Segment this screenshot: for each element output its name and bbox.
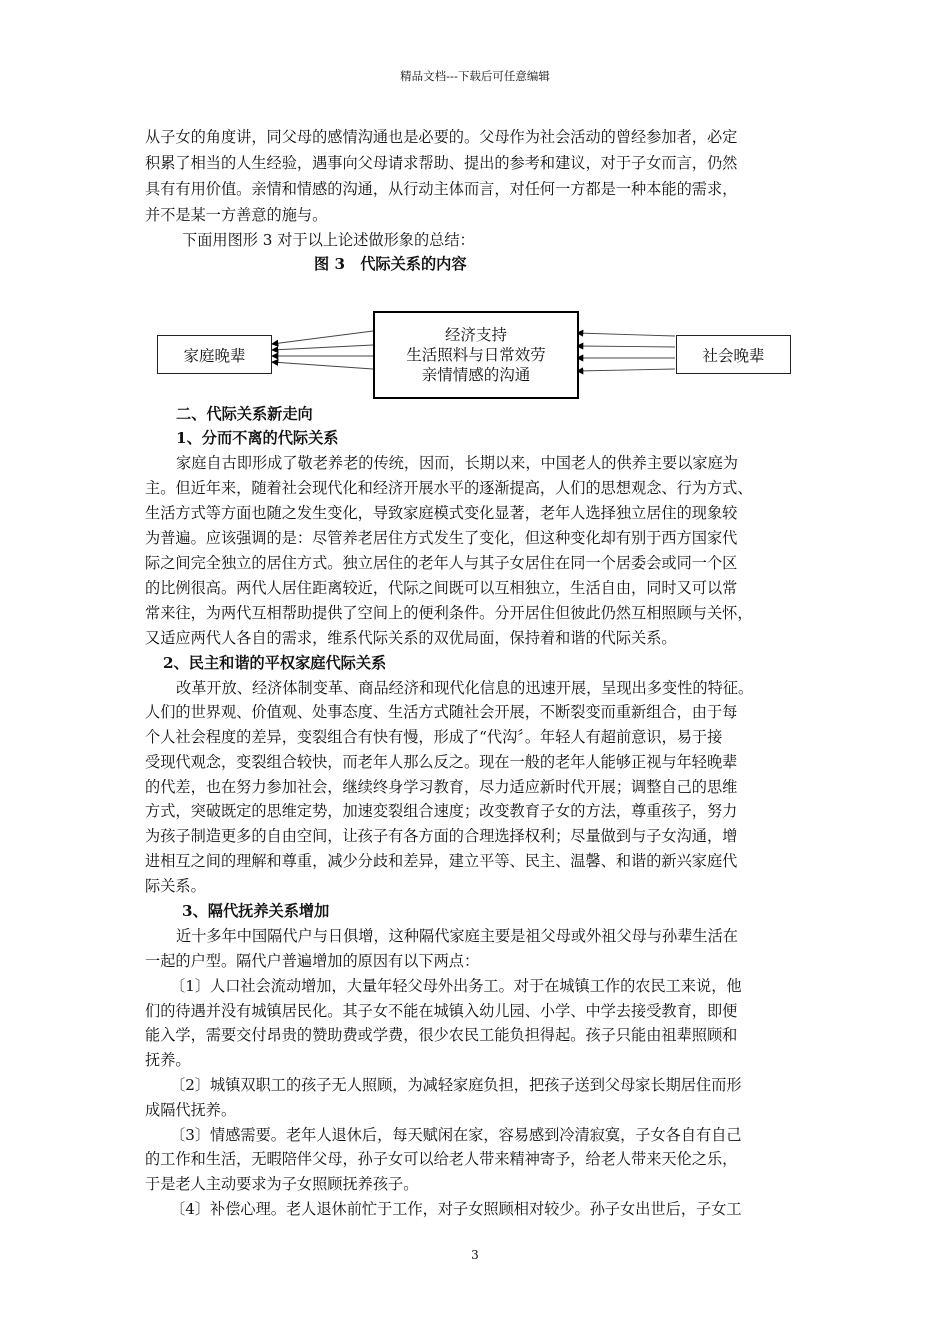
center-box <box>373 311 579 399</box>
arrow-left <box>272 362 373 369</box>
intro-line: 下面用图形 3 对于以上论述做形象的总结： <box>182 231 475 249</box>
text-line: 个人社会程度的差异，变裂组合有快有慢，形成了“代沟〞。年轻人有超前意识，易于接 <box>145 728 723 746</box>
figure-caption: 图 3 代际关系的内容 <box>314 255 467 273</box>
text-line: 改革开放、经济体制变革、商品经济和现代化信息的迅速开展，呈现出多变性的特征。 <box>176 679 754 697</box>
right-box <box>676 335 791 374</box>
center-box-line: 生活照料与日常效劳 <box>406 346 546 364</box>
text-line: 又适应两代人各自的需求，维系代际关系的双优局面，保持着和谐的代际关系。 <box>145 629 677 647</box>
text-line: 近十多年中国隔代户与日俱增，这种隔代家庭主要是祖父母或外祖父母与孙辈生活在 <box>176 927 738 945</box>
text-line: 具有有用价值。亲情和情感的沟通，从行动主体而言，对任何一方都是一种本能的需求， <box>145 180 738 198</box>
arrow-right <box>577 346 675 347</box>
text-line: 一起的户型。隔代户普遍增加的原因有以下两点： <box>145 952 480 970</box>
page-header: 精品文档---下载后可任意编辑 <box>400 69 550 83</box>
subsection-title: 2、民主和谐的平权家庭代际关系 <box>163 654 387 672</box>
arrow-left <box>272 331 373 344</box>
page-number: 3 <box>471 1248 479 1262</box>
left-box-label: 家庭晚辈 <box>183 346 246 365</box>
text-line: 〔2〕城镇双职工的孩子无人照顾，为减轻家庭负担，把孩子送到父母家长期居住而形 <box>170 1076 742 1094</box>
center-box-line: 经济支持 <box>444 326 507 344</box>
text-line: 家庭自古即形成了敬老养老的传统，因而，长期以来，中国老人的供养主要以家庭为 <box>176 454 738 472</box>
arrow-right <box>577 333 675 336</box>
text-line: 际关系。 <box>145 877 206 895</box>
text-line: 的工作和生活，无暇陪伴父母，孙子女可以给老人带来精神寄予，给老人带来天伦之乐， <box>145 1150 738 1168</box>
text-line: 为孩子制造更多的自由空间，让孩子有各方面的合理选择权利；尽量做到与子女沟通，增 <box>145 827 738 845</box>
subsection-title: 3、隔代抚养关系增加 <box>182 902 330 920</box>
text-line: 常来往，为两代互相帮助提供了空间上的便利条件。分开居住但彼此仍然互相照顾与关怀， <box>145 604 753 622</box>
text-line: 们的待遇并没有城镇居民化。其子女不能在城镇入幼儿园、小学、中学去接受教育，即便 <box>145 1002 738 1020</box>
text-line: 〔1〕人口社会流动增加，大量年轻父母外出务工。对于在城镇工作的农民工来说，他 <box>170 977 742 995</box>
text-line: 方式，突破既定的思维定势，加速変裂组合速度；改变教育子女的方法，尊重孩子，努力 <box>145 802 738 820</box>
text-line: 的代差，也在努力参加社会，继续终身学习教育，尽力适应新时代开展；调整自己的思维 <box>145 778 738 796</box>
text-line: 的比例很高。两代人居住距离较近，代际之间既可以互相独立，生活自由，同时又可以常 <box>145 579 738 597</box>
center-box-line: 亲情情感的沟通 <box>421 366 531 384</box>
text-line: 并不是某一方善意的施与。 <box>145 206 328 224</box>
text-line: 受现代观念，变裂组合较快，而老年人那么反之。现在一般的老年人能够正视与年轻晚辈 <box>145 753 738 771</box>
arrow-right <box>577 369 675 371</box>
text-line: 主。但近年来，随着社会现代化和经济开展水平的逐渐提高，人们的思想观念、行为方式、 <box>145 479 753 497</box>
text-line: 〔4〕补偿心理。老人退休前忙于工作，对子女照顾相对较少。孙子女出世后，子女工 <box>170 1200 742 1218</box>
text-line: 为普遍。应该强调的是：尽管养老居住方式发生了变化，但这种变化却有别于西方国家代 <box>145 529 738 547</box>
subsection-title: 1、分而不离的代际关系 <box>176 429 339 447</box>
text-line: 积累了相当的人生经验，遇事向父母请求帮助、提出的参考和建议，对于子女而言，仍然 <box>145 154 738 172</box>
right-box-label: 社会晚辈 <box>702 346 765 365</box>
text-line: 于是老人主动要求为子女照顾抚养孩子。 <box>145 1175 419 1193</box>
text-line: 进相互之间的理解和尊重，减少分歧和差异，建立平等、民主、温馨、和谐的新兴家庭代 <box>145 852 738 870</box>
section-title: 二、代际关系新走向 <box>176 405 313 423</box>
text-line: 成隔代抚养。 <box>145 1101 237 1119</box>
text-line: 〔3〕情感需要。老年人退休后，每天赋闲在家，容易感到冷清寂寞，子女各自有自己 <box>170 1126 742 1144</box>
left-box <box>157 335 272 374</box>
arrow-left <box>272 345 373 350</box>
text-line: 能入学，需要交付昂贵的赞助费或学费，很少农民工能负担得起。孩子只能由祖辈照顾和 <box>145 1026 738 1044</box>
text-line: 人们的世界观、价值观、处事态度、生活方式随社会开展，不断裂变而重新组合，由于每 <box>145 703 738 721</box>
text-line: 抚养。 <box>145 1051 191 1069</box>
text-line: 际之间完全独立的居住方式。独立居住的老年人与其子女居住在同一个居委会或同一个区 <box>145 554 738 572</box>
text-line: 从子女的角度讲，同父母的感情沟通也是必要的。父母作为社会活动的曾经参加者，必定 <box>145 128 738 146</box>
text-line: 生活方式等方面也随之发生变化，导致家庭模式变化显著，老年人选择独立居住的现象较 <box>145 504 738 522</box>
